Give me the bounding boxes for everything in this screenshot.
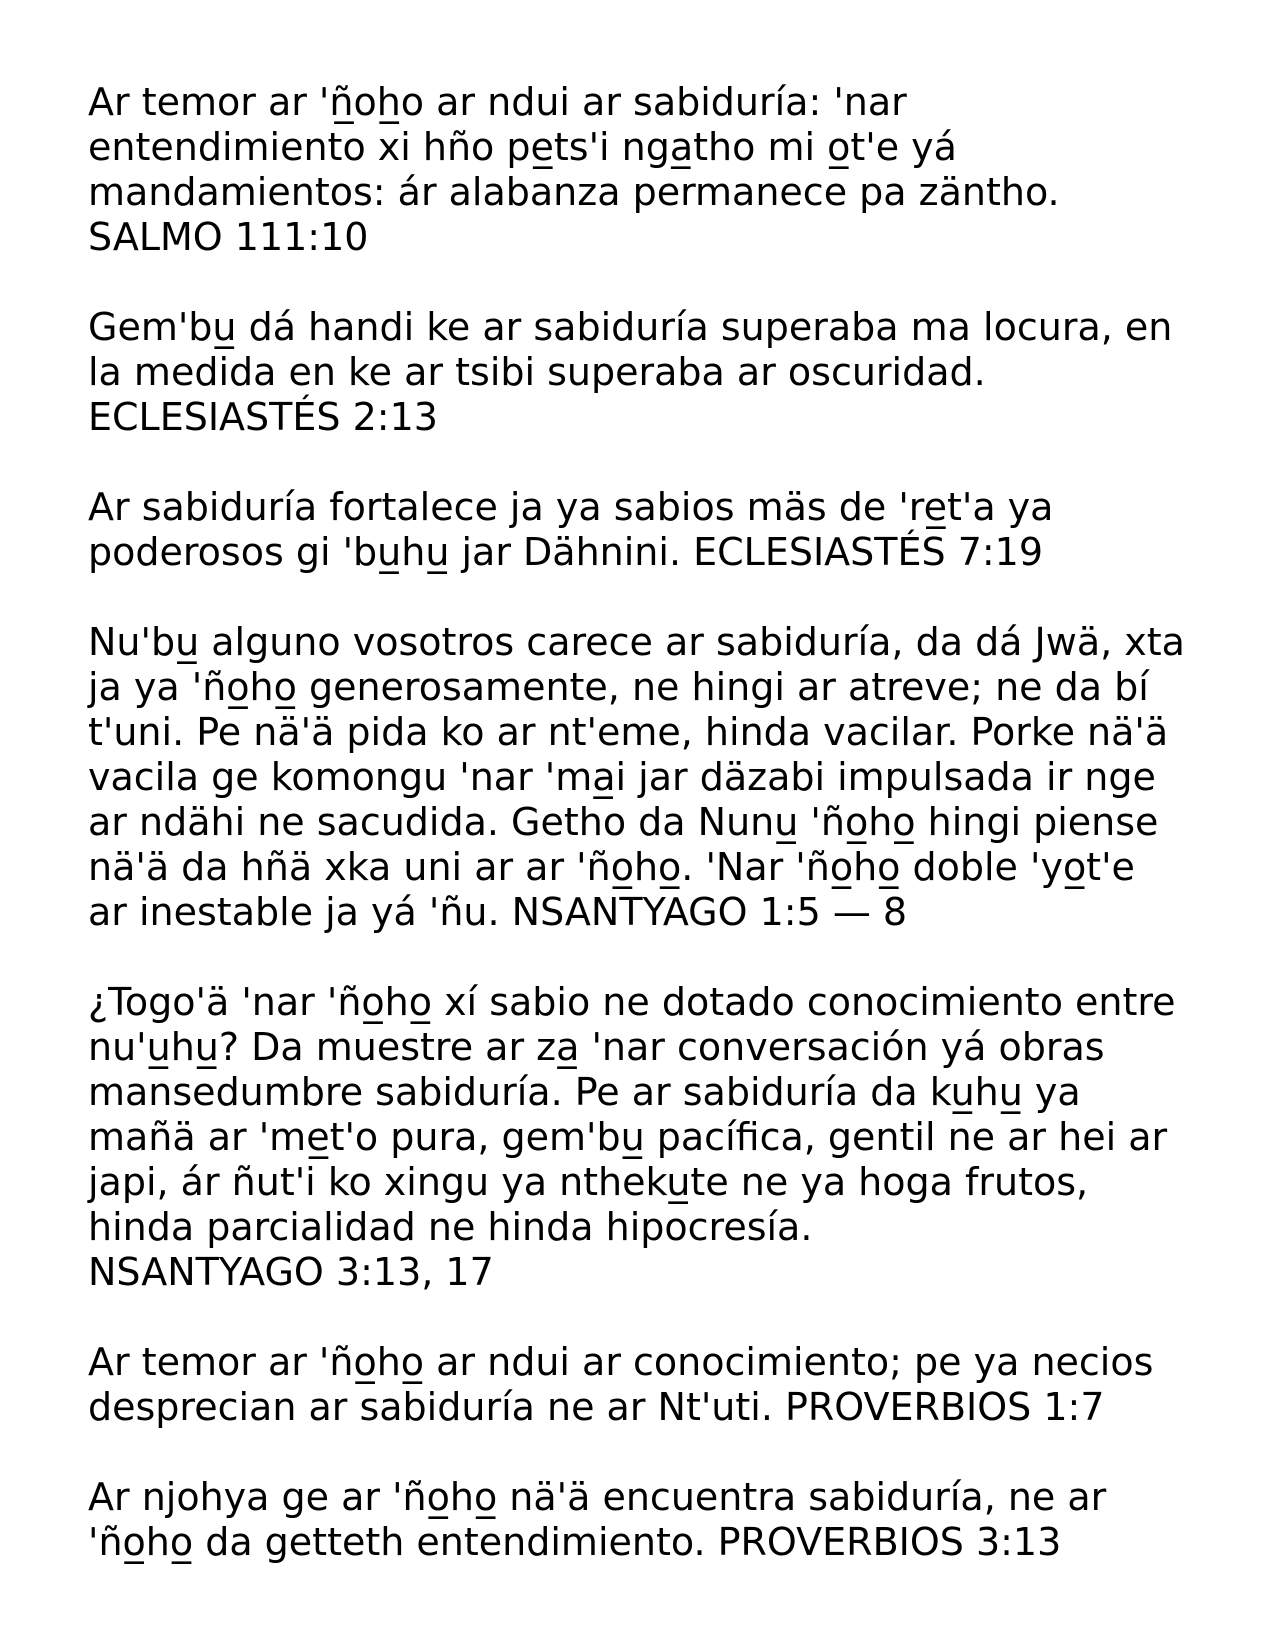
passage-nsantyago-1-5-8: Nu'bu̲ alguno vosotros carece ar sabiduría, da dá Jwä, xta ja ya 'ño̲ho̲ generosamente, ne hingi ar atreve; ne da bí t'uni. Pe nä'ä pida ko ar nt'eme, hinda vacilar. Porke nä'ä vacila ge komongu 'nar 'ma̲i jar däzabi impulsada ir nge ar ndähi ne sacudida. Getho da Nunu̲ 'ño̲ho̲ hingi piense nä'ä da hñä xka uni ar ar 'ño̲ho̲. 'Nar 'ño̲ho̲ doble 'yo̲t'e ar inestable ja yá 'ñu. NSANTYAGO 1:5 — 8 xyxy=(88,620,1185,934)
document-page xyxy=(88,80,1208,1565)
passage-nsantyago-3-13-17: ¿Togo'ä 'nar 'ño̲ho̲ xí sabio ne dotado conocimiento entre nu'u̲hu̲? Da muestre ar za̲ 'nar conversación yá obras mansedumbre sabiduría. Pe ar sabiduría da ku̲hu̲ ya mañä ar 'me̲t'o pura, gem'bu̲ pacífica, gentil ne ar hei ar japi, ár ñut'i ko xingu ya ntheku̲te ne ya hoga frutos, hinda parcialidad ne hinda hipocresía. NSANTYAGO 3:13, 17 xyxy=(88,980,1176,1294)
passage-eclesiastes-7-19: Ar sabiduría fortalece ja ya sabios mäs de 're̲t'a ya poderosos gi 'bu̲hu̲ jar Dähnini. ECLESIASTÉS 7:19 xyxy=(88,485,1054,574)
passage-eclesiastes-2-13: Gem'bu̲ dá handi ke ar sabiduría superaba ma locura, en la medida en ke ar tsibi superaba ar oscuridad. ECLESIASTÉS 2:13 xyxy=(88,305,1173,439)
passage-proverbios-1-7: Ar temor ar 'ño̲ho̲ ar ndui ar conocimiento; pe ya necios desprecian ar sabiduría ne ar Nt'uti. PROVERBIOS 1:7 xyxy=(88,1340,1154,1429)
passage-proverbios-3-13: Ar njohya ge ar 'ño̲ho̲ nä'ä encuentra sabiduría, ne ar 'ño̲ho̲ da getteth entendimiento. PROVERBIOS 3:13 xyxy=(88,1475,1107,1564)
passage-salmo-111-10: Ar temor ar 'ñ̲oh̲o ar ndui ar sabiduría: 'nar entendimiento xi hño pe̲ts'i nga̲tho mi o̲t'e yá mandamientos: ár alabanza permanece pa zäntho. SALMO 111:10 xyxy=(88,80,1060,259)
